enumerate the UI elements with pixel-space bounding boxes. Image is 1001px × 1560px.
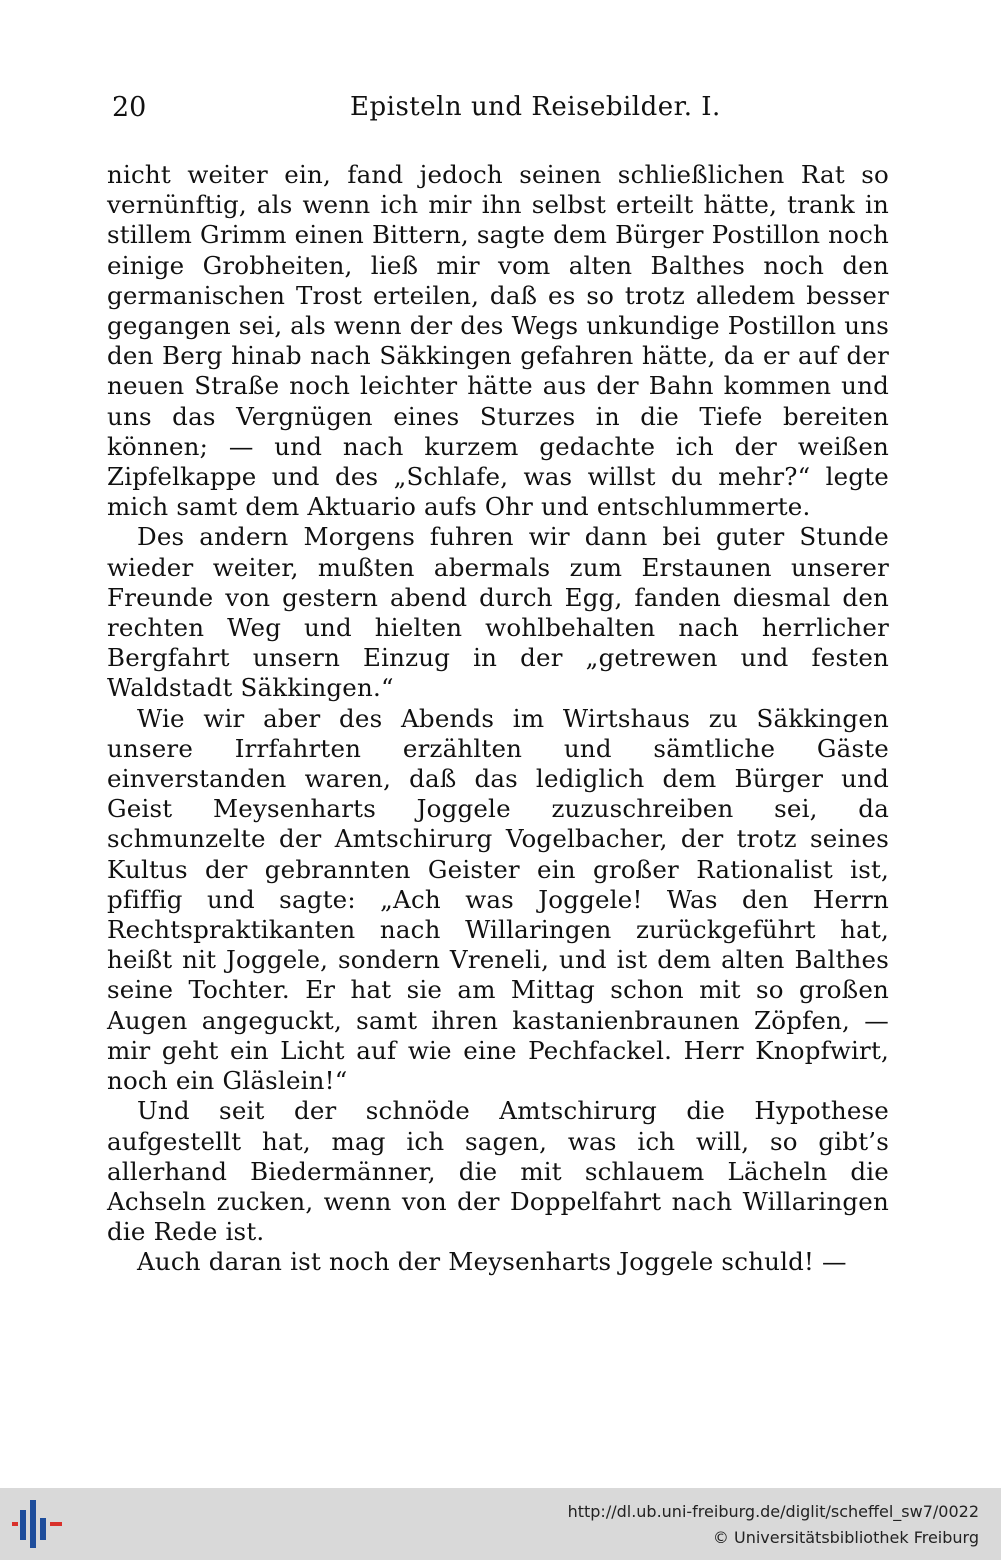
- paragraph: Auch daran ist noch der Meysenharts Joggele schuld! —: [137, 1247, 847, 1277]
- body-text: [107, 160, 889, 1278]
- footer-url-link[interactable]: http://dl.ub.uni-freiburg.de/diglit/scheffel_sw7/0022: [567, 1502, 979, 1521]
- paragraph: Des andern Morgens fuhren wir dann bei guter Stunde wieder weiter, mußten abermals zum Erstaunen unserer Freunde von gestern abend durch Egg, fanden diesmal den rechten Weg und hielten wohlbehalten nach herrlicher Bergfahrt unsern Einzug in der „getrewen und festen Waldstadt Säkkingen.“: [107, 522, 889, 703]
- footer-copyright: © Universitätsbibliothek Freiburg: [712, 1528, 979, 1547]
- paragraph: nicht weiter ein, fand jedoch seinen schließlichen Rat so vernünftig, als wenn ich mir ihn selbst erteilt hätte, trank in stillem Grimm einen Bittern, sagte dem Bürger Postillon noch einige Grobheiten, ließ mir vom alten Balthes noch den germanischen Trost erteilen, daß es so trotz alledem besser gegangen sei, als wenn der des Wegs unkundige Postillon uns den Berg hinab nach Säkkingen gefahren hätte, da er auf der neuen Straße noch leichter hätte aus der Bahn kommen und uns das Vergnügen eines Sturzes in die Tiefe bereiten können; — und nach kurzem gedachte ich der weißen Zipfelkappe und des „Schlafe, was willst du mehr?“ legte mich samt dem Aktuario aufs Ohr und entschlummerte.: [107, 160, 889, 522]
- paragraph: Und seit der schnöde Amtschirurg die Hypothese aufgestellt hat, mag ich sagen, was ich will, so gibt’s allerhand Biedermänner, die mit schlauem Lächeln die Achseln zucken, wenn von der Doppelfahrt nach Willaringen die Rede ist.: [107, 1096, 889, 1247]
- running-title: Episteln und Reisebilder. I.: [350, 92, 721, 122]
- running-head: [112, 92, 892, 132]
- page-number: 20: [112, 92, 147, 123]
- paragraph: Wie wir aber des Abends im Wirtshaus zu Säkkingen unsere Irrfahrten erzählten und sämtliche Gäste einverstanden waren, daß das lediglich dem Bürger und Geist Meysenharts Joggele zuzuschreiben sei, da schmunzelte der Amtschirurg Vogelbacher, der trotz seines Kultus der gebrannten Geister ein großer Rationalist ist, pfiffig und sagte: „Ach was Joggele! Was den Herrn Rechtspraktikanten nach Willaringen zurückgeführt hat, heißt nit Joggele, sondern Vreneli, und ist dem alten Balthes seine Tochter. Er hat sie am Mittag schon mit so großen Augen angeguckt, samt ihren kastanienbraunen Zöpfen, — mir geht ein Licht auf wie eine Pechfackel. Herr Knopfwirt, noch ein Gläslein!“: [107, 703, 889, 1096]
- footer-bar: [0, 1488, 1001, 1560]
- ub-freiburg-logo-icon: [12, 1500, 64, 1548]
